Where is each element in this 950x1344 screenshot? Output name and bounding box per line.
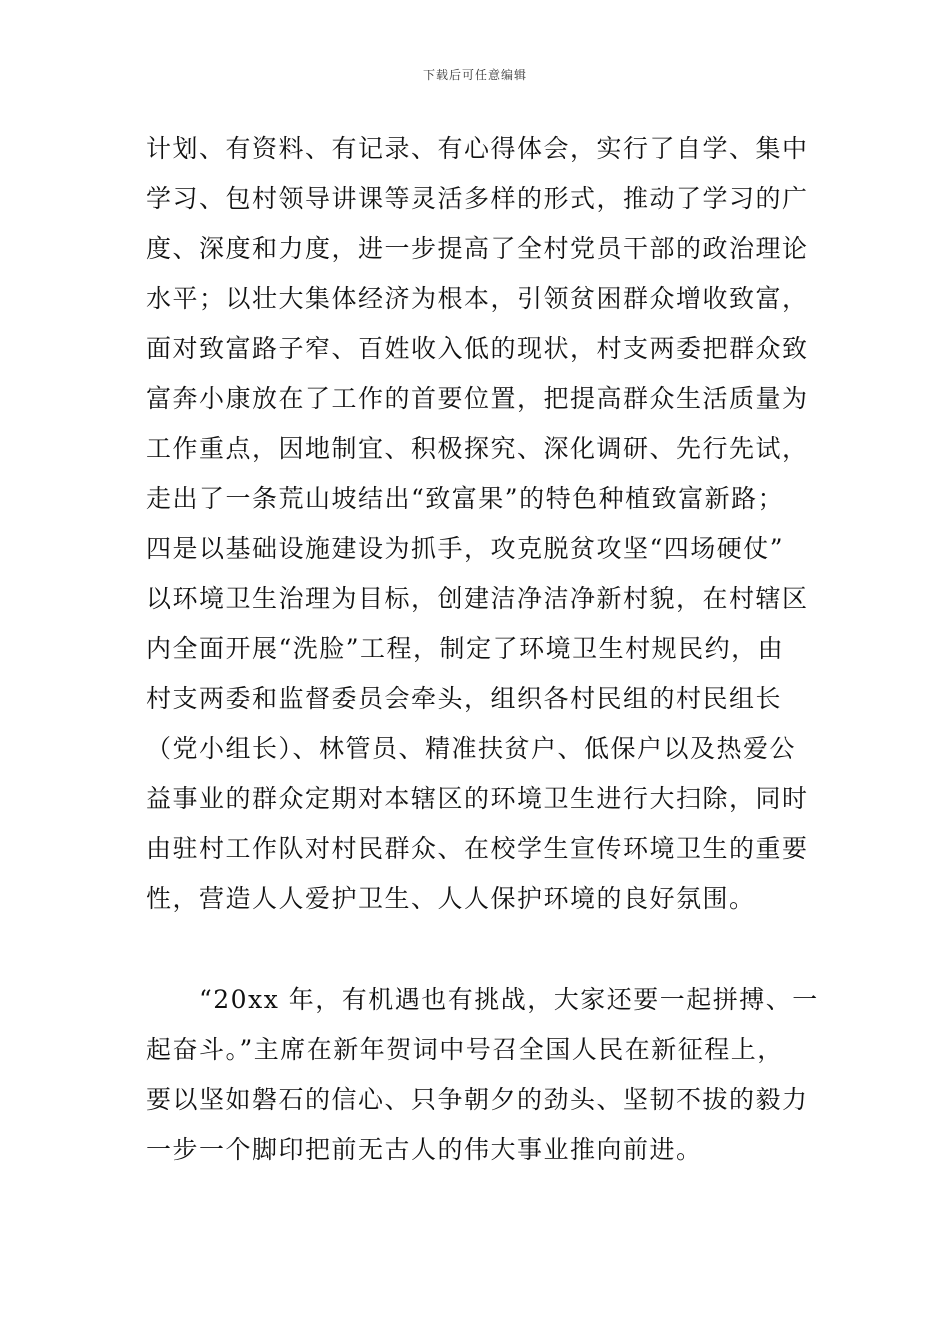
text-line: 度、深度和力度，进一步提高了全村党员干部的政治理论 <box>146 234 809 263</box>
text-line: 工作重点，因地制宜、积极探究、深化调研、先行先试， <box>146 434 809 463</box>
body-paragraph-1 <box>146 124 809 924</box>
text-line: “20xx 年，有机遇也有挑战，大家还要一起拼搏、一 <box>146 985 819 1014</box>
text-line: 面对致富路子窄、百姓收入低的现状，村支两委把群众致 <box>146 334 809 363</box>
text-line: 走出了一条荒山坡结出“致富果”的特色种植致富新路； <box>146 484 785 513</box>
text-line: 富奔小康放在了工作的首要位置，把提高群众生活质量为 <box>146 384 809 413</box>
body-paragraph-2 <box>146 975 819 1175</box>
text-line: 计划、有资料、有记录、有心得体会，实行了自学、集中 <box>146 134 809 163</box>
text-line: 以环境卫生治理为目标，创建洁净洁净新村貌，在村辖区 <box>146 584 809 613</box>
text-line: 内全面开展“洗脸”工程，制定了环境卫生村规民约，由 <box>146 634 785 663</box>
text-line: 村支两委和监督委员会牵头，组织各村民组的村民组长 <box>146 684 783 713</box>
text-line: 性，营造人人爱护卫生、人人保护环境的良好氛围。 <box>146 884 756 913</box>
text-line: 由驻村工作队对村民群众、在校学生宣传环境卫生的重要 <box>146 834 809 863</box>
header-note: 下载后可任意编辑 <box>422 68 527 82</box>
text-line: 起奋斗。”主席在新年贺词中号召全国人民在新征程上， <box>146 1035 784 1064</box>
text-line: 一步一个脚印把前无古人的伟大事业推向前进。 <box>146 1135 703 1164</box>
text-line: 学习、包村领导讲课等灵活多样的形式，推动了学习的广 <box>146 184 809 213</box>
text-line: 四是以基础设施建设为抓手，攻克脱贫攻坚“四场硬仗” <box>146 534 785 563</box>
text-line: 要以坚如磐石的信心、只争朝夕的劲头、坚韧不拔的毅力 <box>146 1085 809 1114</box>
text-line: 水平；以壮大集体经济为根本，引领贫困群众增收致富， <box>146 284 809 313</box>
text-line: （党小组长）、林管员、精准扶贫户、低保户以及热爱公 <box>146 734 797 763</box>
text-line: 益事业的群众定期对本辖区的环境卫生进行大扫除，同时 <box>146 784 809 813</box>
